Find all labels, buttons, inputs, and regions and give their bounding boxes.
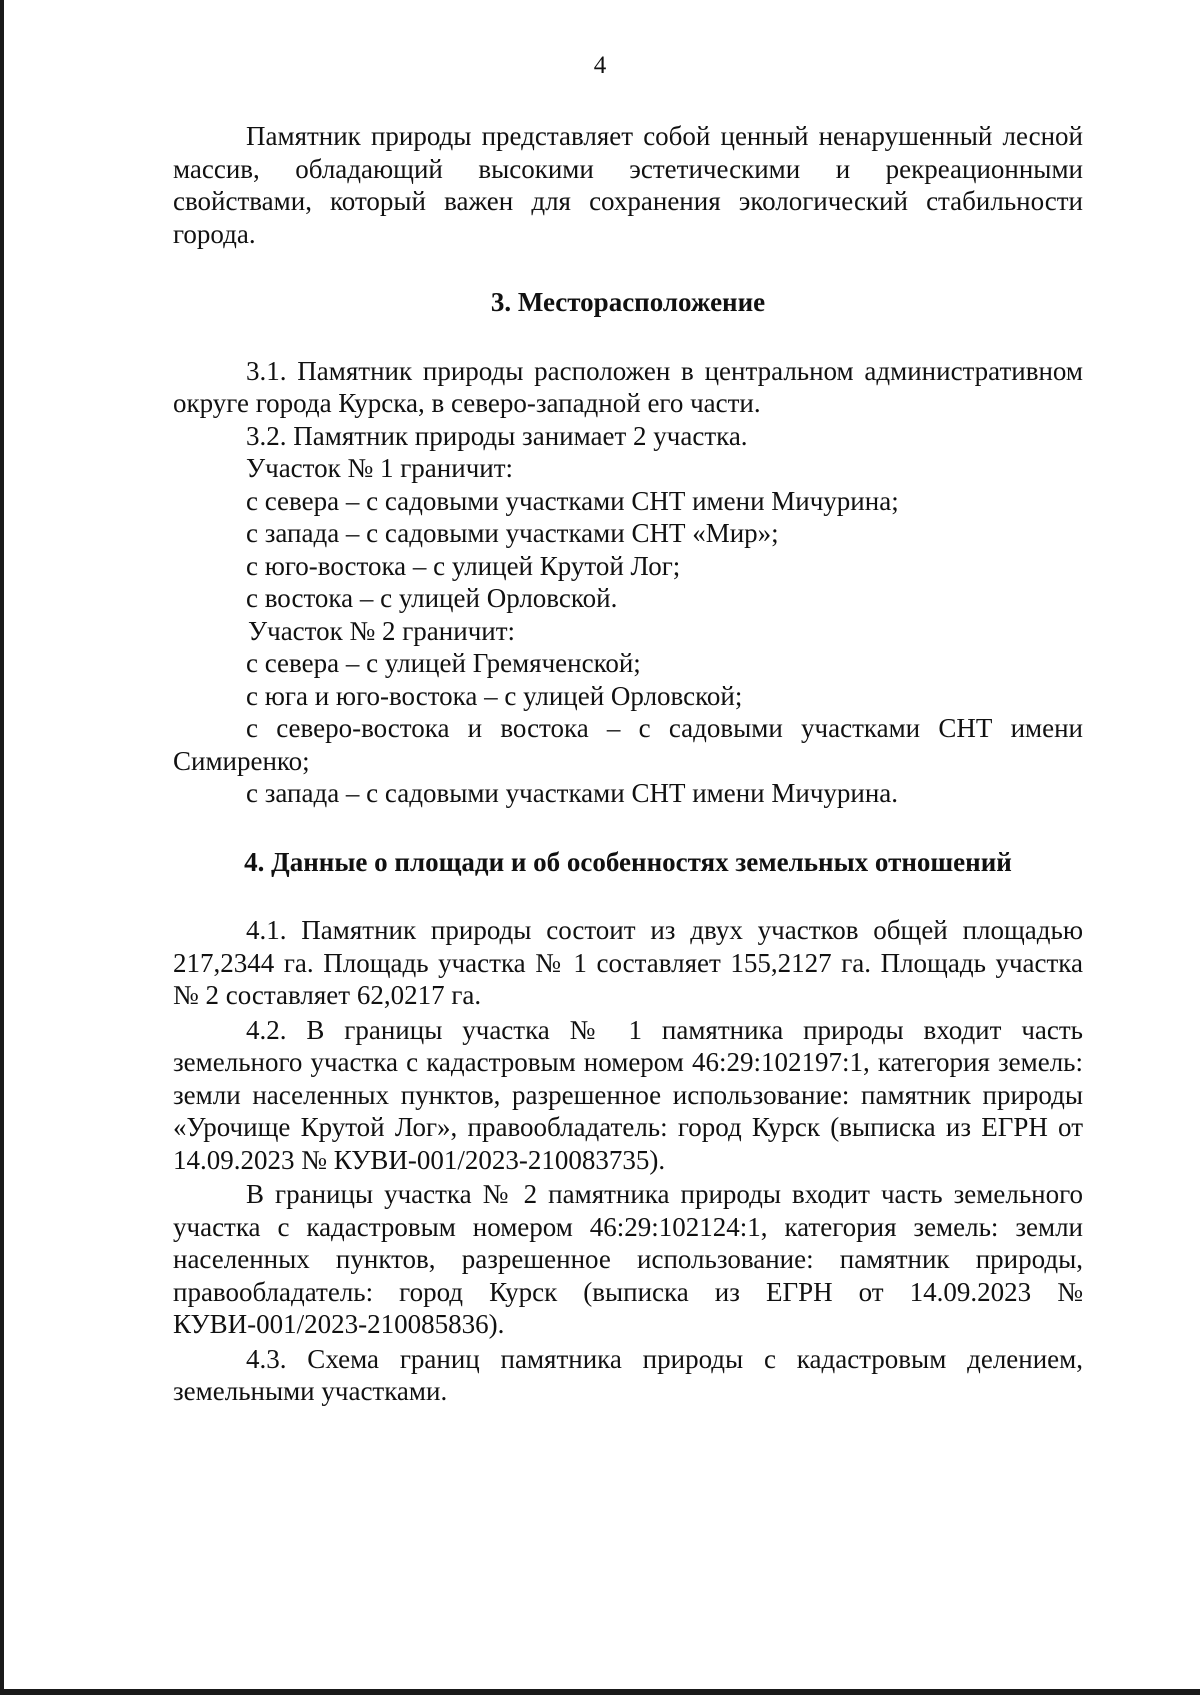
plot-2-title: Участок № 2 граничит: — [248, 615, 516, 646]
paragraph-4-2: 4.2. В границы участка № 1 памятника природы входит часть земельного участка с кадастровым номером 46:29:102197:1, категория земель: земли населенных пунктов, разрешенное использование: памятник природы «Урочище Крутой Лог», правообладатель: город Курск (выписка из ЕГРН от 14.09.2023 № КУВИ-001/2023-210083735). — [173, 1014, 1083, 1175]
paragraph-4-3: 4.3. Схема границ памятника природы с кадастровым делением, земельными участками. — [173, 1343, 1083, 1406]
intro-paragraph: Памятник природы представляет собой ценный ненарушенный лесной массив, обладающий высокими эстетическими и рекреационными свойствами, который важен для сохранения экологический стабильности города. — [173, 121, 1083, 249]
page-number: 4 — [593, 52, 607, 79]
paragraph-4-1: 4.1. Памятник природы состоит из двух участков общей площадью 217,2344 га. Площадь участка № 1 составляет 155,2127 га. Площадь участка № 2 составляет 62,0217 га. — [173, 915, 1083, 1010]
plot-2-border-south: с юга и юго-востока – с улицей Орловской; — [246, 680, 743, 711]
scan-edge-bottom — [0, 1689, 1200, 1695]
document-body — [173, 120, 1083, 1408]
paragraph-4-2-plot-2: В границы участка № 2 памятника природы входит часть земельного участка с кадастровым номером 46:29:102124:1, категория земель: земли населенных пунктов, разрешенное использование: памятник природы, правообладатель: город Курск (выписка из ЕГРН от 14.09.2023 № КУВИ-001/2023-210085836). — [173, 1179, 1083, 1339]
plot-1-title: Участок № 1 граничит: — [246, 453, 514, 483]
section-3-heading: 3. Месторасположение — [490, 287, 766, 317]
plot-2-border-northeast: с северо-востока и востока – с садовыми участками СНТ имени Симиренко; — [173, 713, 1083, 776]
plot-2-border-west: с запада – с садовыми участками СНТ имени Мичурина. — [246, 778, 899, 808]
plot-1-border-southeast: с юго-востока – с улицей Крутой Лог; — [246, 550, 681, 581]
plot-1-border-north: с севера – с садовыми участками СНТ имени Мичурина; — [246, 485, 899, 516]
plot-1-border-west: с запада – с садовыми участками СНТ «Мир»; — [246, 518, 779, 548]
paragraph-3-2: 3.2. Памятник природы занимает 2 участка. — [246, 420, 748, 451]
section-4-heading: 4. Данные о площади и об особенностях земельных отношений — [244, 846, 1012, 877]
plot-2-border-north: с севера – с улицей Гремяченской; — [246, 648, 641, 678]
paragraph-3-1: 3.1. Памятник природы расположен в центральном административном округе города Курска, в северо-западной его части. — [173, 355, 1083, 418]
plot-1-border-east: с востока – с улицей Орловской. — [246, 583, 618, 613]
scan-edge-left — [0, 0, 4, 1695]
